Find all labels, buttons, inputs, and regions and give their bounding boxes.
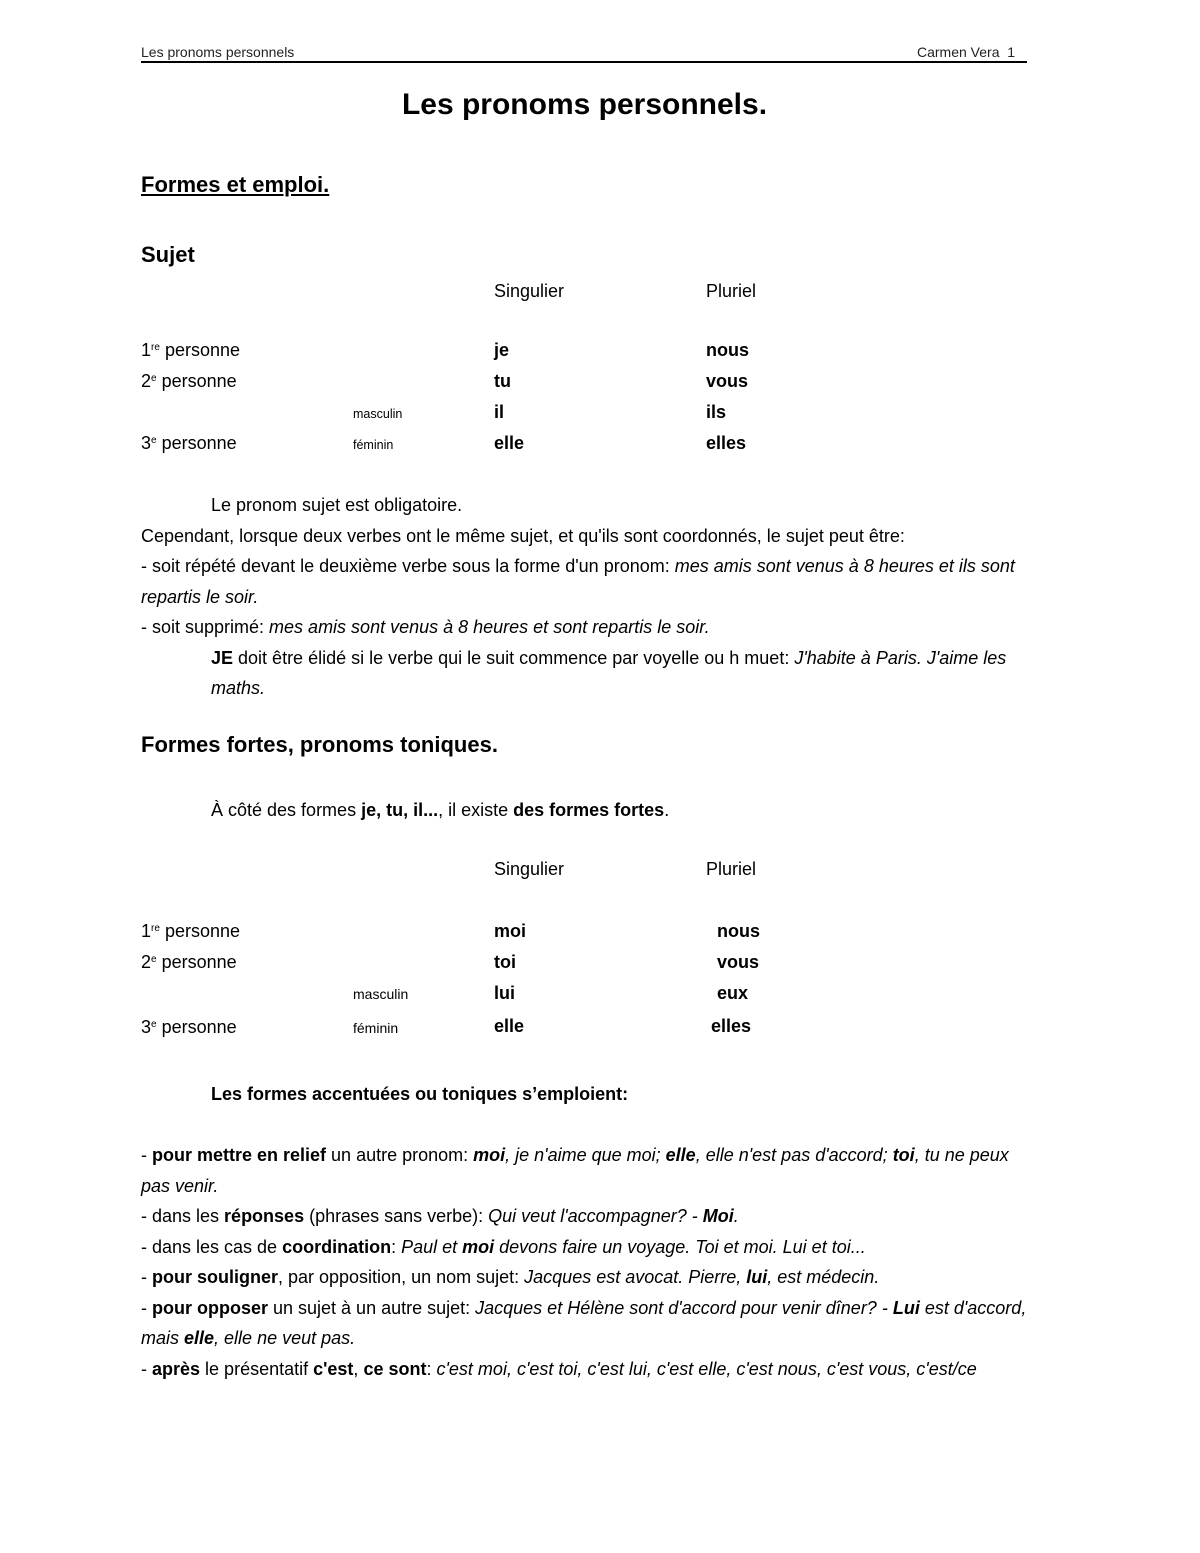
usage-item-presentatif: - après le présentatif c'est, ce sont: c'est moi, c'est toi, c'est lui, c'est elle, c'est nous, c'est vous, c'est/ce — [141, 1358, 977, 1379]
note-coordination: Cependant, lorsque deux verbes ont le même sujet, et qu'ils sont coordonnés, le sujet peut être: — [141, 525, 905, 546]
note-elision: JE doit être élidé si le verbe qui le suit commence par voyelle ou h muet: J'habite à Paris. J'aime les maths. — [211, 647, 1007, 698]
col-header-plural-2: Pluriel — [706, 859, 757, 879]
pronoun-elles-tonique: elles — [711, 1016, 752, 1036]
col-header-singular-2: Singulier — [494, 859, 565, 879]
pronoun-moi: moi — [494, 921, 527, 941]
row-label-1st-person: 1re personne — [141, 340, 240, 360]
gender-label-feminin: féminin — [353, 438, 394, 452]
gender-label-masculin: masculin — [353, 407, 403, 421]
pronoun-elle-tonique: elle — [494, 1016, 525, 1036]
author-name: Carmen Vera — [917, 44, 1000, 60]
note-repete: - soit répété devant le deuxième verbe sous la forme d'un pronom: mes amis sont venus à 8 heures et ils sont repartis le soir. — [141, 556, 1015, 607]
usage-item-opposer: - pour opposer un sujet à un autre sujet: Jacques et Hélène sont d'accord pour venir dîner? - Lui est d'accord, mais elle, elle ne veut pas. — [141, 1297, 1027, 1348]
pronoun-ils: ils — [706, 402, 727, 422]
running-header-title: Les pronoms personnels — [141, 44, 295, 60]
section-heading-formes-emploi: Formes et emploi. — [141, 172, 330, 197]
usage-item-reponses: - dans les réponses (phrases sans verbe): Qui veut l'accompagner? - Moi. — [141, 1206, 739, 1226]
page-number: 1 — [1007, 44, 1016, 60]
row-label-2nd-person: 2e personne — [141, 371, 237, 391]
row-label-2nd-person-2: 2e personne — [141, 952, 237, 972]
header-rule — [141, 61, 1027, 63]
usage-heading: Les formes accentuées ou toniques s’emploient: — [211, 1084, 629, 1104]
subheading-sujet: Sujet — [141, 242, 195, 267]
row-label-3rd-person-2: 3e personne — [141, 1017, 237, 1037]
gender-label-feminin-2: féminin — [353, 1020, 399, 1036]
col-header-singular: Singulier — [494, 281, 565, 301]
page-title: Les pronoms personnels. — [401, 88, 768, 121]
pronoun-toi: toi — [494, 952, 516, 972]
pronoun-il: il — [494, 402, 505, 422]
pronoun-je: je — [494, 340, 510, 360]
pronoun-tu: tu — [494, 371, 511, 391]
pronoun-eux: eux — [717, 983, 749, 1003]
running-header-author — [917, 44, 1015, 60]
pronoun-elle: elle — [494, 433, 525, 453]
row-label-3rd-person: 3e personne — [141, 433, 237, 453]
note-supprime: - soit supprimé: mes amis sont venus à 8 heures et sont repartis le soir. — [141, 617, 710, 637]
gender-label-masculin-2: masculin — [353, 986, 409, 1002]
usage-item-souligner: - pour souligner, par opposition, un nom sujet: Jacques est avocat. Pierre, lui, est médecin. — [141, 1267, 880, 1287]
pronoun-elles: elles — [706, 433, 747, 453]
section-heading-formes-fortes: Formes fortes, pronoms toniques. — [141, 732, 498, 757]
usage-item-coordination: - dans les cas de coordination: Paul et moi devons faire un voyage. Toi et moi. Lui et toi... — [141, 1236, 866, 1257]
usage-item-relief: - pour mettre en relief un autre pronom: moi, je n'aime que moi; elle, elle n'est pas d'accord; toi, tu ne peux pas venir. — [141, 1145, 1009, 1196]
sujet-notes — [141, 490, 1031, 704]
pronoun-vous-tonique: vous — [717, 952, 760, 972]
row-label-1st-person-2: 1re personne — [141, 921, 240, 941]
pronoun-lui: lui — [494, 983, 515, 1003]
pronoun-vous: vous — [706, 371, 749, 391]
col-header-plural: Pluriel — [706, 281, 757, 301]
note-obligatoire: Le pronom sujet est obligatoire. — [211, 495, 463, 515]
pronoun-nous: nous — [706, 340, 749, 360]
formes-fortes-intro: À côté des formes je, tu, il..., il existe des formes fortes. — [211, 800, 670, 820]
usage-list — [141, 1140, 1031, 1384]
pronoun-nous-tonique: nous — [717, 921, 760, 941]
